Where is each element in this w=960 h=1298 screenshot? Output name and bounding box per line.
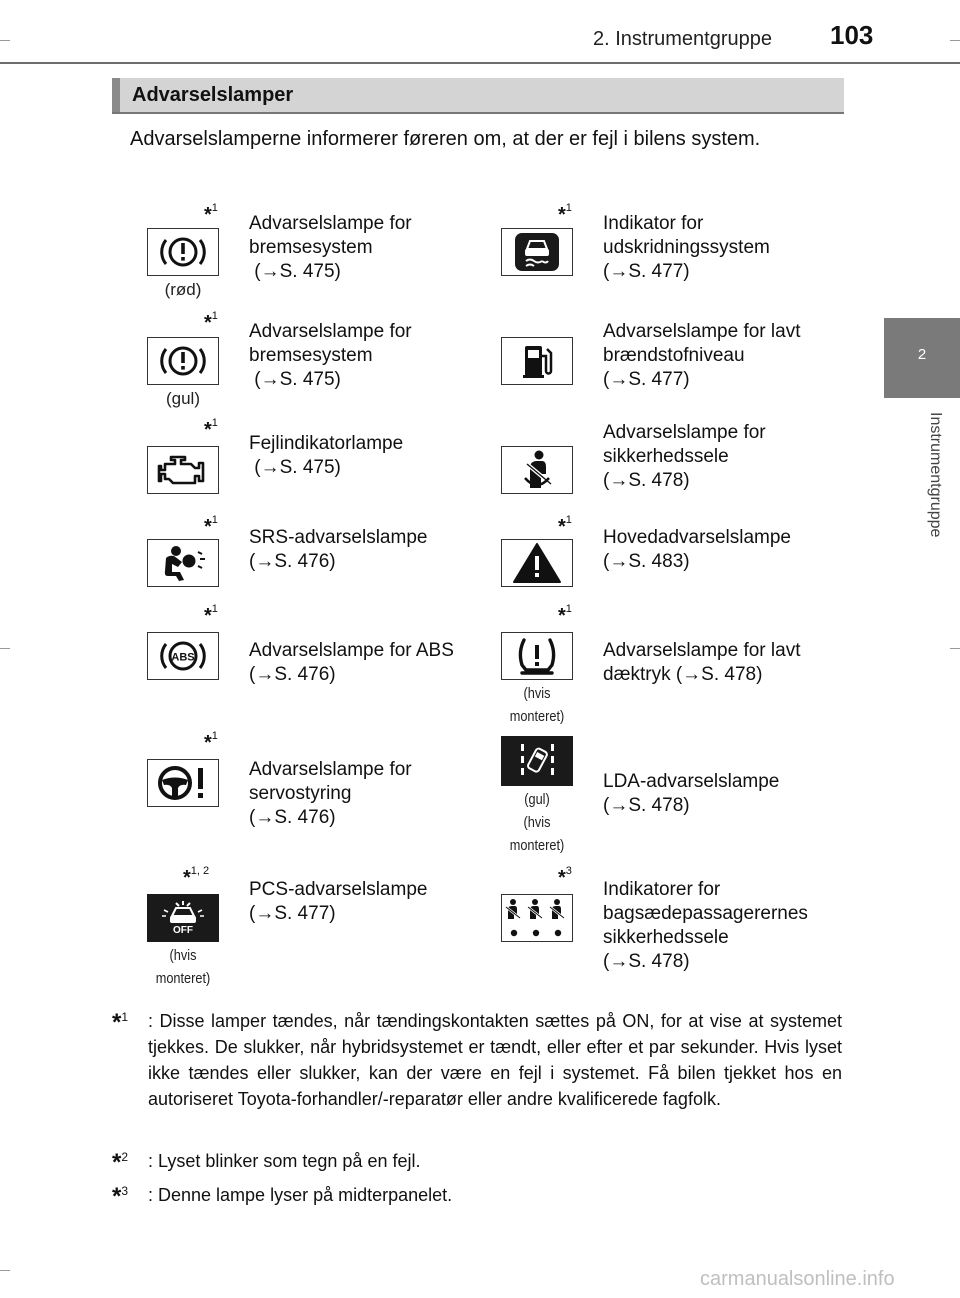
footnote (112, 1148, 842, 1174)
srs-airbag-icon (147, 539, 219, 587)
lamp-description: Fejlindikatorlampe (→S. 475) (249, 433, 404, 478)
lane-departure-icon (501, 736, 573, 786)
brake-warning-icon (147, 337, 219, 385)
tire-pressure-icon (501, 632, 573, 680)
watermark: carmanualsonline.info (700, 1268, 895, 1290)
lamp-description: Advarselslampe for bremsesystem (→S. 475) (249, 213, 412, 282)
lamp-description: LDA-advarselslampe (→S. 478) (603, 771, 780, 816)
footnote-marker: *$^2$ (112, 1149, 129, 1176)
lamp-description: Advarselslampe for sikkerhedssele (→S. 478) (603, 422, 766, 491)
footnote-marker: *$^1$ (204, 310, 218, 334)
abs-icon (147, 632, 219, 680)
footnote-marker: *$^{1, 2}$ (183, 865, 210, 889)
lamp-description: SRS-advarselslampe (→S. 476) (249, 527, 428, 572)
lamp-caption: (rød) (164, 280, 202, 299)
lamp-caption: (gul) (hvis monteret) (509, 791, 565, 854)
pcs-off-icon (147, 894, 219, 942)
lamp-description: PCS-advarselslampe (→S. 477) (249, 879, 428, 924)
lamp-description: Advarselslampe for servostyring (→S. 476) (249, 759, 412, 828)
footnote-marker: *$^3$ (112, 1183, 129, 1210)
crop-mark (0, 1270, 10, 1271)
footnote (112, 1008, 842, 1112)
header-rule (0, 62, 960, 64)
master-warning-icon (501, 539, 573, 587)
footnote-text: : Lyset blinker som tegn på en fejl. (148, 1151, 421, 1171)
footnote-text: : Denne lampe lyser på midterpanelet. (148, 1185, 453, 1205)
crop-mark (950, 40, 960, 41)
chapter-tab-label: Instrumentgruppe (927, 412, 944, 538)
lamp-caption: (hvis monteret) (155, 947, 211, 987)
crop-mark (0, 648, 10, 649)
crop-mark (0, 40, 10, 41)
footnote-marker: *$^1$ (112, 1009, 129, 1036)
lamp-caption: (gul) (165, 389, 200, 408)
footnote-marker: *$^1$ (558, 603, 572, 627)
footnote-marker: *$^1$ (204, 603, 218, 627)
section-banner (112, 78, 844, 114)
lamp-caption: (hvis monteret) (509, 685, 565, 725)
lamp-description: Indikatorer for bagsædepassagerernes sikkerhedssele (→S. 478) (603, 879, 808, 972)
lamp-description: Advarselslampe for ABS (→S. 476) (249, 640, 454, 685)
footnote-marker: *$^1$ (204, 202, 218, 226)
lamp-description: Advarselslampe for lavt brændstofniveau (→S. 477) (603, 321, 801, 390)
lamp-description: Hovedadvarselslampe (→S. 483) (603, 527, 791, 572)
page-number: 103 (830, 20, 874, 50)
footnote-marker: *$^1$ (204, 730, 218, 754)
off-label: OFF (173, 925, 193, 936)
footnote-marker: *$^1$ (204, 417, 218, 441)
section-title: 2. Instrumentgruppe (593, 28, 772, 50)
svg-text:ABS: ABS (171, 651, 195, 664)
footnote-marker: *$^1$ (204, 514, 218, 538)
fuel-pump-icon (501, 337, 573, 385)
chapter-tab-number: 2 (917, 346, 927, 363)
footnote-marker: *$^1$ (558, 514, 572, 538)
footnote-marker: *$^1$ (558, 202, 572, 226)
slip-indicator-icon (501, 228, 573, 276)
footnote-text: : Disse lamper tændes, når tændingskontakten sættes på ON, for at vise at systemet tjekkes. De slukker, når hybridsystemet er tændt, eller efter et par sekunder. Hvis lyset ikke tændes eller slukker, kan der være en fejl i systemet. Få bilen tjekket hos en autoriseret Toyota-forhandler/-reparatør eller andre kvalificerede fagfolk. (148, 1011, 842, 1109)
chapter-tab[interactable] (884, 318, 960, 398)
lamp-description: Indikator for udskridningssystem (→S. 477) (603, 213, 770, 282)
lamp-description: Advarselslampe for bremsesystem (→S. 475) (249, 321, 412, 390)
engine-check-icon (147, 446, 219, 494)
banner-accent (112, 78, 120, 112)
seatbelt-icon (501, 446, 573, 494)
lamp-description: Advarselslampe for lavt dæktryk (→S. 478) (603, 640, 801, 685)
rear-seatbelt-icon (501, 894, 573, 942)
intro-paragraph: Advarselslamperne informerer føreren om, at der er fejl i bilens system. (130, 128, 761, 150)
footnote (112, 1182, 842, 1208)
banner-title: Advarselslamper (132, 84, 294, 106)
crop-mark (950, 648, 960, 649)
power-steering-icon (147, 759, 219, 807)
brake-warning-icon (147, 228, 219, 276)
footnote-marker: *$^3$ (558, 865, 572, 889)
